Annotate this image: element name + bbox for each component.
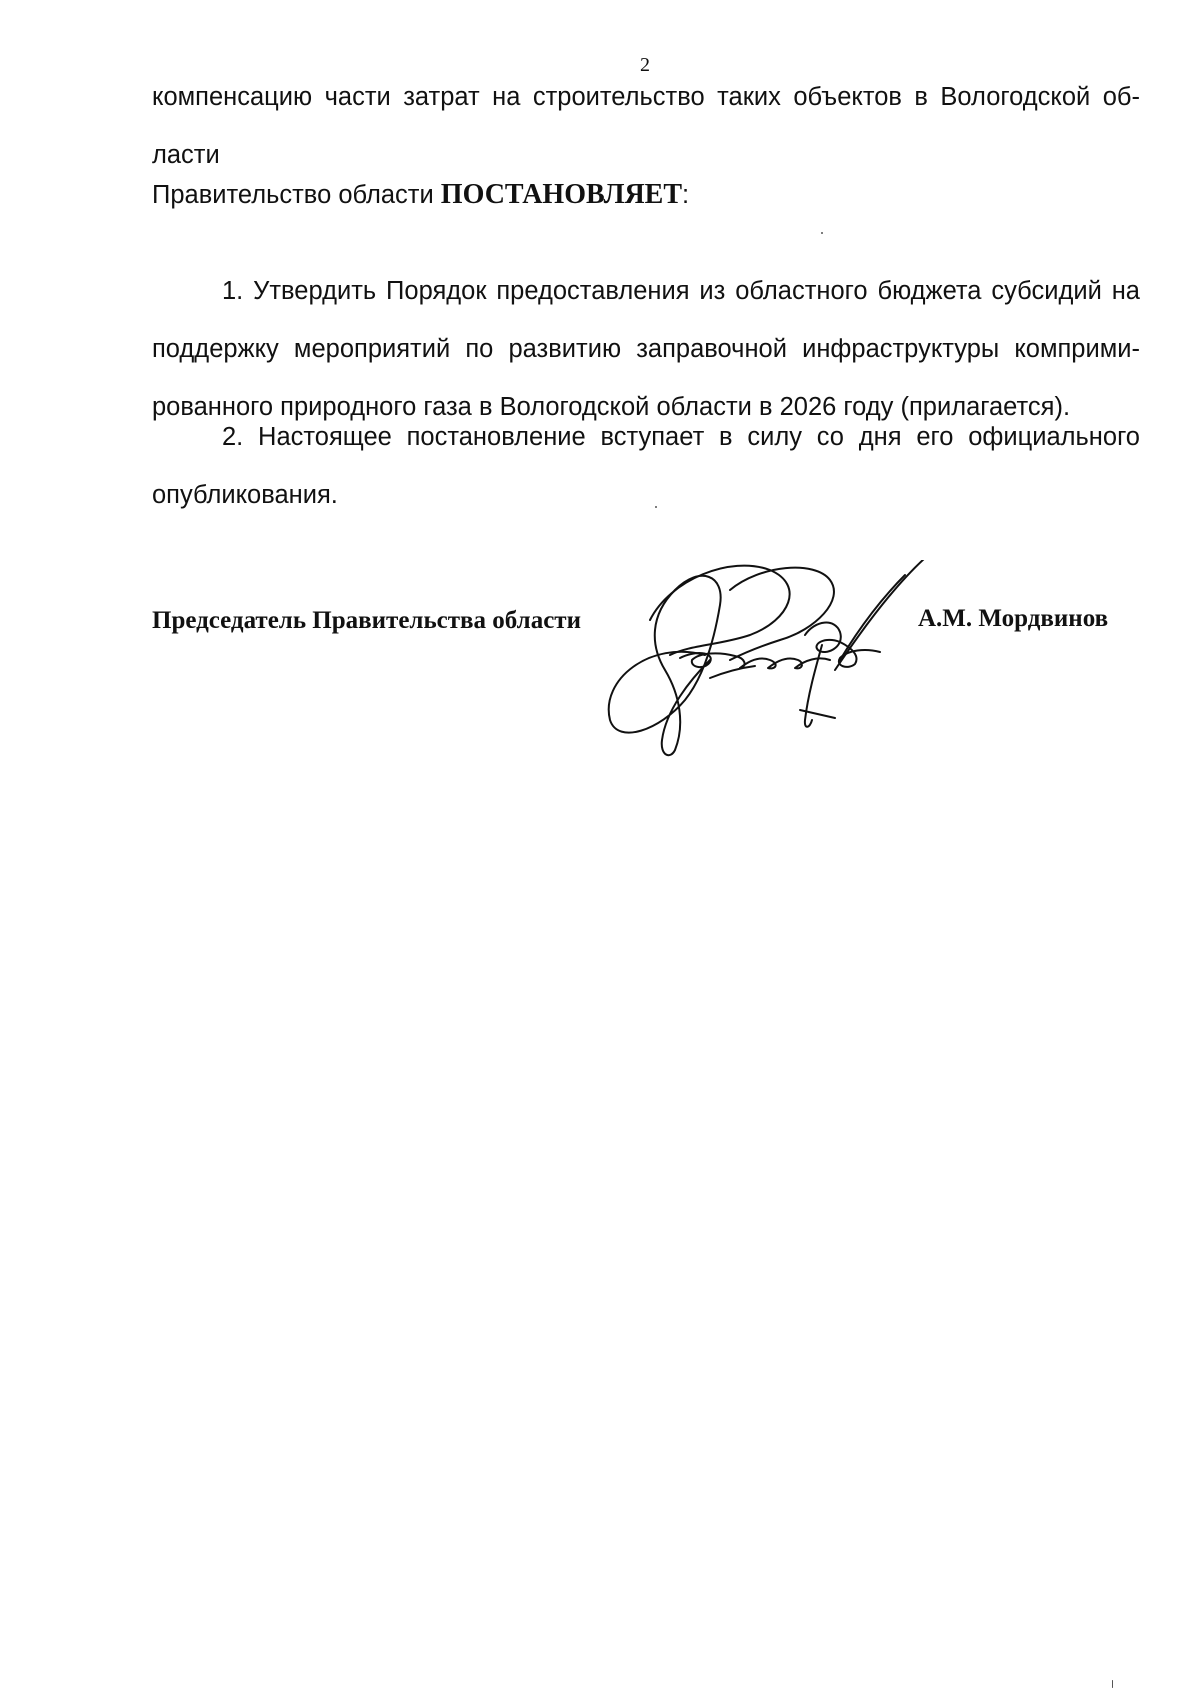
decree-prefix: Правительство области <box>152 181 441 209</box>
scan-speck <box>821 232 823 234</box>
intro-line-2: ласти <box>152 141 220 169</box>
item-1-line-2: поддержку мероприятий по развитию заправочной инфраструктуры комприми- <box>152 335 1140 363</box>
decree-suffix: : <box>682 181 690 209</box>
scan-speck <box>1112 1680 1113 1688</box>
decree-line <box>152 166 1140 224</box>
intro-line-1: компенсацию части затрат на строительство таких объектов в Вологодской об- <box>152 83 1140 111</box>
decree-item-2 <box>152 408 1140 524</box>
page-number: 2 <box>640 54 650 76</box>
item-2-line-2: опубликования. <box>152 481 338 509</box>
signatory-name: А.М. Мордвинов <box>918 605 1109 632</box>
scan-speck <box>655 506 657 508</box>
item-1-line-1: 1. Утвердить Порядок предоставления из областного бюджета субсидий на <box>222 277 1140 305</box>
handwritten-signature <box>590 560 950 760</box>
item-1-line-3: рованного природного газа в Вологодской области в 2026 году (прилагается). <box>152 393 1071 421</box>
decree-word: ПОСТАНОВЛЯЕТ <box>440 179 683 210</box>
signatory-position: Председатель Правительства области <box>152 607 581 634</box>
item-2-line-1: 2. Настоящее постановление вступает в силу со дня его официального <box>222 423 1140 451</box>
